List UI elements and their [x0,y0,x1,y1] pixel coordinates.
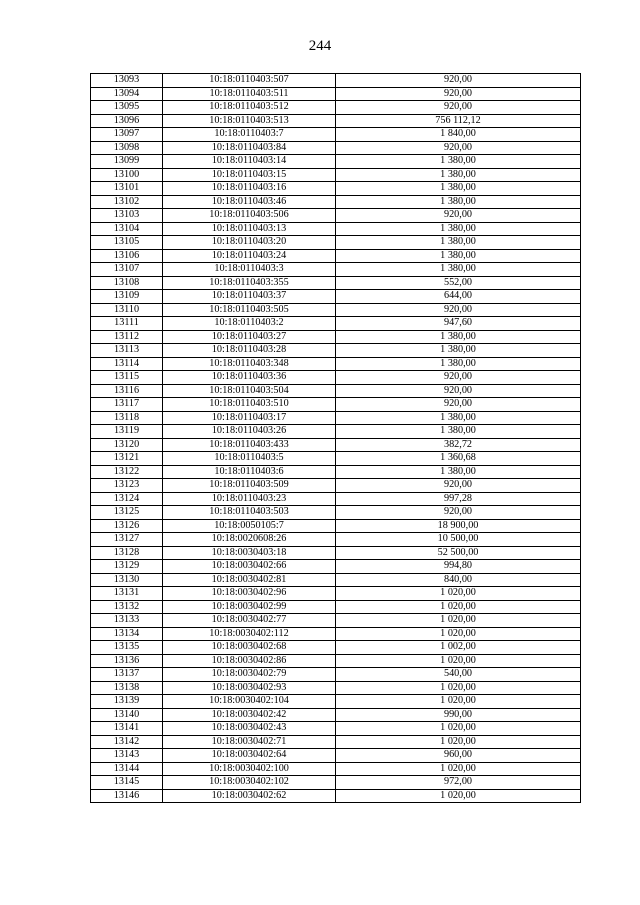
cadastral-number-cell: 10:18:0110403:2 [163,317,336,331]
cadastral-number-cell: 10:18:0110403:505 [163,303,336,317]
amount-cell: 1 020,00 [336,789,581,803]
record-number-cell: 13134 [91,627,163,641]
amount-cell: 1 380,00 [336,236,581,250]
cadastral-number-cell: 10:18:0110403:348 [163,357,336,371]
record-number-cell: 13146 [91,789,163,803]
record-number-cell: 13133 [91,614,163,628]
table-row [91,614,581,628]
table-row [91,344,581,358]
cadastral-number-cell: 10:18:0110403:17 [163,411,336,425]
table-row [91,263,581,277]
cadastral-number-cell: 10:18:0110403:26 [163,425,336,439]
amount-cell: 1 380,00 [336,330,581,344]
table-row [91,452,581,466]
table-row [91,492,581,506]
cadastral-number-cell: 10:18:0110403:28 [163,344,336,358]
record-number-cell: 13105 [91,236,163,250]
cadastral-number-cell: 10:18:0030402:77 [163,614,336,628]
record-number-cell: 13131 [91,587,163,601]
cadastral-number-cell: 10:18:0030402:100 [163,762,336,776]
record-number-cell: 13136 [91,654,163,668]
amount-cell: 947,60 [336,317,581,331]
amount-cell: 1 380,00 [336,182,581,196]
cadastral-number-cell: 10:18:0110403:24 [163,249,336,263]
record-number-cell: 13109 [91,290,163,304]
record-number-cell: 13114 [91,357,163,371]
amount-cell: 1 380,00 [336,465,581,479]
registry-table-body [91,74,581,803]
record-number-cell: 13113 [91,344,163,358]
cadastral-number-cell: 10:18:0030402:96 [163,587,336,601]
table-row [91,668,581,682]
record-number-cell: 13135 [91,641,163,655]
cadastral-number-cell: 10:18:0050105:7 [163,519,336,533]
table-row [91,371,581,385]
table-row [91,627,581,641]
amount-cell: 920,00 [336,87,581,101]
record-number-cell: 13120 [91,438,163,452]
table-row [91,303,581,317]
cadastral-number-cell: 10:18:0030402:99 [163,600,336,614]
amount-cell: 382,72 [336,438,581,452]
amount-cell: 1 020,00 [336,614,581,628]
cadastral-number-cell: 10:18:0110403:23 [163,492,336,506]
table-row [91,357,581,371]
amount-cell: 1 002,00 [336,641,581,655]
table-row [91,182,581,196]
record-number-cell: 13095 [91,101,163,115]
amount-cell: 1 380,00 [336,411,581,425]
record-number-cell: 13111 [91,317,163,331]
cadastral-number-cell: 10:18:0030402:71 [163,735,336,749]
table-row [91,654,581,668]
record-number-cell: 13100 [91,168,163,182]
amount-cell: 1 020,00 [336,695,581,709]
record-number-cell: 13121 [91,452,163,466]
record-number-cell: 13097 [91,128,163,142]
record-number-cell: 13140 [91,708,163,722]
amount-cell: 1 840,00 [336,128,581,142]
amount-cell: 920,00 [336,479,581,493]
table-row [91,681,581,695]
amount-cell: 1 380,00 [336,168,581,182]
cadastral-number-cell: 10:18:0030402:112 [163,627,336,641]
record-number-cell: 13145 [91,776,163,790]
table-row [91,141,581,155]
table-row [91,168,581,182]
record-number-cell: 13117 [91,398,163,412]
table-row [91,209,581,223]
table-row [91,695,581,709]
record-number-cell: 13112 [91,330,163,344]
cadastral-number-cell: 10:18:0110403:509 [163,479,336,493]
table-row [91,465,581,479]
amount-cell: 1 380,00 [336,344,581,358]
table-row [91,587,581,601]
amount-cell: 1 020,00 [336,654,581,668]
amount-cell: 920,00 [336,209,581,223]
record-number-cell: 13108 [91,276,163,290]
amount-cell: 920,00 [336,506,581,520]
amount-cell: 920,00 [336,101,581,115]
table-row [91,114,581,128]
record-number-cell: 13126 [91,519,163,533]
table-row [91,762,581,776]
record-number-cell: 13122 [91,465,163,479]
amount-cell: 1 380,00 [336,222,581,236]
record-number-cell: 13129 [91,560,163,574]
table-row [91,398,581,412]
record-number-cell: 13124 [91,492,163,506]
cadastral-number-cell: 10:18:0020608:26 [163,533,336,547]
cadastral-number-cell: 10:18:0030402:43 [163,722,336,736]
cadastral-number-cell: 10:18:0110403:510 [163,398,336,412]
amount-cell: 1 020,00 [336,681,581,695]
table-row [91,330,581,344]
cadastral-number-cell: 10:18:0030402:93 [163,681,336,695]
amount-cell: 540,00 [336,668,581,682]
table-row [91,533,581,547]
registry-table [90,73,581,803]
amount-cell: 1 020,00 [336,587,581,601]
cadastral-number-cell: 10:18:0110403:84 [163,141,336,155]
amount-cell: 552,00 [336,276,581,290]
amount-cell: 1 380,00 [336,155,581,169]
record-number-cell: 13119 [91,425,163,439]
cadastral-number-cell: 10:18:0110403:504 [163,384,336,398]
cadastral-number-cell: 10:18:0110403:7 [163,128,336,142]
record-number-cell: 13110 [91,303,163,317]
amount-cell: 1 020,00 [336,735,581,749]
record-number-cell: 13143 [91,749,163,763]
cadastral-number-cell: 10:18:0030402:102 [163,776,336,790]
table-row [91,384,581,398]
cadastral-number-cell: 10:18:0110403:512 [163,101,336,115]
cadastral-number-cell: 10:18:0110403:37 [163,290,336,304]
amount-cell: 994,80 [336,560,581,574]
table-row [91,735,581,749]
record-number-cell: 13116 [91,384,163,398]
amount-cell: 972,00 [336,776,581,790]
table-row [91,425,581,439]
cadastral-number-cell: 10:18:0110403:14 [163,155,336,169]
cadastral-number-cell: 10:18:0110403:513 [163,114,336,128]
amount-cell: 1 020,00 [336,722,581,736]
record-number-cell: 13106 [91,249,163,263]
amount-cell: 960,00 [336,749,581,763]
record-number-cell: 13098 [91,141,163,155]
amount-cell: 920,00 [336,74,581,88]
table-row [91,789,581,803]
cadastral-number-cell: 10:18:0030402:66 [163,560,336,574]
table-row [91,722,581,736]
amount-cell: 997,28 [336,492,581,506]
record-number-cell: 13144 [91,762,163,776]
cadastral-number-cell: 10:18:0110403:15 [163,168,336,182]
table-row [91,222,581,236]
cadastral-number-cell: 10:18:0030402:81 [163,573,336,587]
table-row [91,506,581,520]
table-row [91,155,581,169]
cadastral-number-cell: 10:18:0030402:86 [163,654,336,668]
record-number-cell: 13093 [91,74,163,88]
cadastral-number-cell: 10:18:0110403:6 [163,465,336,479]
record-number-cell: 13123 [91,479,163,493]
table-row [91,776,581,790]
table-row [91,411,581,425]
record-number-cell: 13142 [91,735,163,749]
amount-cell: 1 380,00 [336,249,581,263]
table-row [91,749,581,763]
amount-cell: 1 380,00 [336,195,581,209]
amount-cell: 644,00 [336,290,581,304]
record-number-cell: 13130 [91,573,163,587]
cadastral-number-cell: 10:18:0030402:64 [163,749,336,763]
cadastral-number-cell: 10:18:0110403:511 [163,87,336,101]
table-row [91,546,581,560]
table-row [91,276,581,290]
cadastral-number-cell: 10:18:0110403:13 [163,222,336,236]
cadastral-number-cell: 10:18:0030402:79 [163,668,336,682]
page-number: 244 [308,38,332,54]
cadastral-number-cell: 10:18:0110403:433 [163,438,336,452]
table-row [91,560,581,574]
record-number-cell: 13141 [91,722,163,736]
cadastral-number-cell: 10:18:0030402:42 [163,708,336,722]
cadastral-number-cell: 10:18:0110403:506 [163,209,336,223]
amount-cell: 1 020,00 [336,600,581,614]
record-number-cell: 13094 [91,87,163,101]
amount-cell: 18 900,00 [336,519,581,533]
record-number-cell: 13099 [91,155,163,169]
table-row [91,290,581,304]
cadastral-number-cell: 10:18:0110403:27 [163,330,336,344]
amount-cell: 52 500,00 [336,546,581,560]
cadastral-number-cell: 10:18:0110403:355 [163,276,336,290]
cadastral-number-cell: 10:18:0110403:36 [163,371,336,385]
table-row [91,317,581,331]
table-row [91,195,581,209]
record-number-cell: 13096 [91,114,163,128]
record-number-cell: 13138 [91,681,163,695]
record-number-cell: 13127 [91,533,163,547]
record-number-cell: 13101 [91,182,163,196]
amount-cell: 920,00 [336,398,581,412]
record-number-cell: 13107 [91,263,163,277]
table-row [91,438,581,452]
record-number-cell: 13104 [91,222,163,236]
cadastral-number-cell: 10:18:0110403:16 [163,182,336,196]
record-number-cell: 13132 [91,600,163,614]
cadastral-number-cell: 10:18:0110403:46 [163,195,336,209]
table-row [91,249,581,263]
amount-cell: 10 500,00 [336,533,581,547]
amount-cell: 920,00 [336,141,581,155]
table-row [91,519,581,533]
amount-cell: 990,00 [336,708,581,722]
record-number-cell: 13115 [91,371,163,385]
record-number-cell: 13103 [91,209,163,223]
cadastral-number-cell: 10:18:0030402:68 [163,641,336,655]
cadastral-number-cell: 10:18:0110403:3 [163,263,336,277]
cadastral-number-cell: 10:18:0110403:5 [163,452,336,466]
table-row [91,479,581,493]
amount-cell: 756 112,12 [336,114,581,128]
record-number-cell: 13102 [91,195,163,209]
amount-cell: 920,00 [336,371,581,385]
record-number-cell: 13139 [91,695,163,709]
amount-cell: 1 020,00 [336,762,581,776]
amount-cell: 840,00 [336,573,581,587]
amount-cell: 920,00 [336,303,581,317]
table-row [91,236,581,250]
amount-cell: 1 380,00 [336,425,581,439]
amount-cell: 1 380,00 [336,357,581,371]
amount-cell: 1 380,00 [336,263,581,277]
cadastral-number-cell: 10:18:0030402:104 [163,695,336,709]
record-number-cell: 13125 [91,506,163,520]
table-row [91,708,581,722]
amount-cell: 1 020,00 [336,627,581,641]
table-row [91,74,581,88]
cadastral-number-cell: 10:18:0030403:18 [163,546,336,560]
record-number-cell: 13137 [91,668,163,682]
table-row [91,573,581,587]
record-number-cell: 13128 [91,546,163,560]
cadastral-number-cell: 10:18:0030402:62 [163,789,336,803]
record-number-cell: 13118 [91,411,163,425]
cadastral-number-cell: 10:18:0110403:20 [163,236,336,250]
table-row [91,641,581,655]
table-row [91,87,581,101]
table-row [91,128,581,142]
cadastral-number-cell: 10:18:0110403:503 [163,506,336,520]
table-row [91,600,581,614]
table-row [91,101,581,115]
amount-cell: 1 360,68 [336,452,581,466]
cadastral-number-cell: 10:18:0110403:507 [163,74,336,88]
amount-cell: 920,00 [336,384,581,398]
